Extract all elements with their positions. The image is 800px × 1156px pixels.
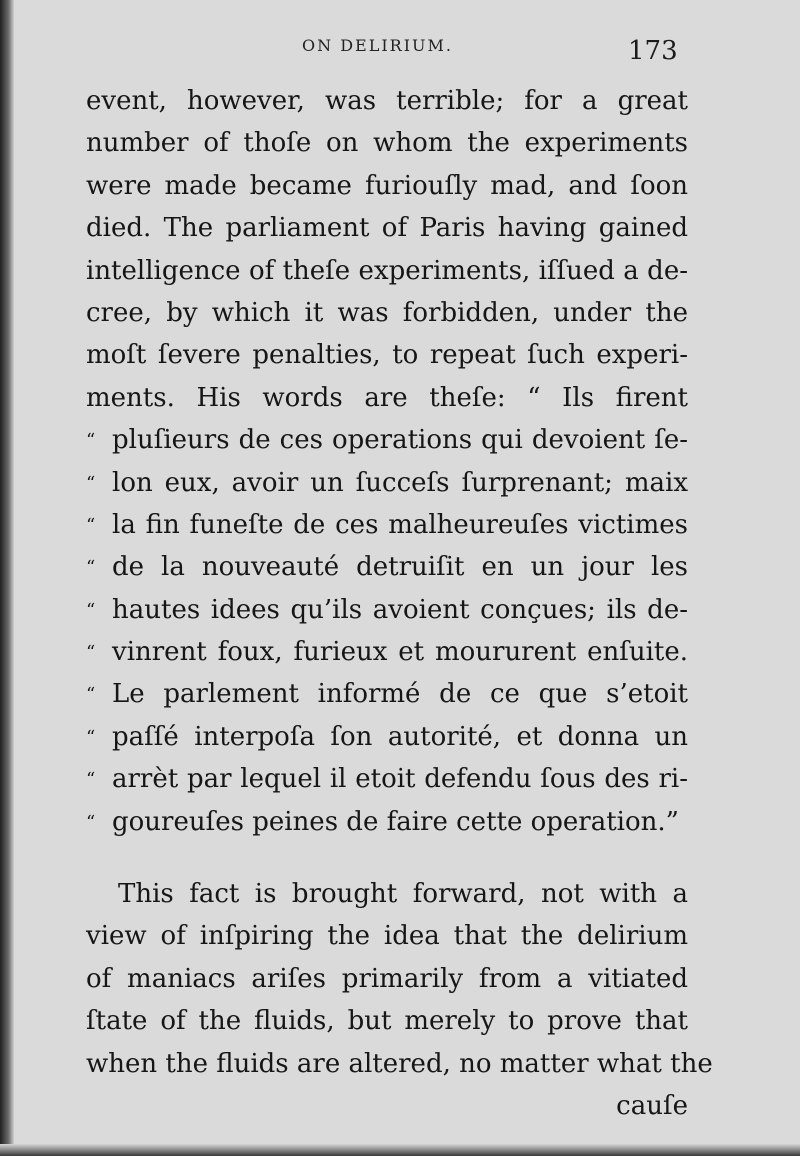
- quoted-line: [86, 801, 688, 843]
- quoted-text: arrèt par lequel il etoit defendu ſous des ri-: [112, 764, 688, 795]
- quote-mark: “: [86, 684, 96, 706]
- page-bottom-shade: [0, 1144, 800, 1156]
- quoted-line: [86, 419, 688, 461]
- quoted-line: [86, 758, 688, 800]
- text-line: of maniacs ariſes primarily from a vitiated: [86, 963, 688, 994]
- text-line: event, however, was terrible; for a great: [86, 86, 688, 116]
- text-line: died. The parliament of Paris having gained: [86, 213, 688, 244]
- quoted-line: [86, 504, 688, 546]
- text-line: view of inſpiring the idea that the delirium: [86, 921, 688, 952]
- quoted-text: goureuſes peines de faire cette operation.”: [112, 806, 679, 837]
- quote-mark: “: [86, 642, 96, 664]
- text-line: number of thoſe on whom the experiments: [86, 128, 688, 159]
- quote-mark: “: [86, 769, 96, 791]
- text-line: were made became furiouſly mad, and ſoon: [86, 170, 688, 201]
- text-line: cree, by which it was forbidden, under the: [86, 297, 688, 328]
- catchword: cauſe: [616, 1090, 688, 1121]
- body-text: [86, 80, 713, 1127]
- text-line: ments. His words are theſe: “ Ils firent: [86, 382, 688, 413]
- text-line: This fact is brought forward, not with a: [118, 879, 688, 910]
- paragraph-2: [86, 873, 713, 1127]
- text-line: moſt ſevere penalties, to repeat ſuch experi-: [86, 340, 688, 371]
- quoted-text: de la nouveauté detruiſit en un jour les: [112, 552, 688, 583]
- quoted-line: [86, 631, 688, 673]
- quoted-text: pluſieurs de ces operations qui devoient ſe-: [112, 425, 688, 456]
- quote-mark: “: [86, 726, 96, 748]
- gutter-shadow: [0, 0, 14, 1156]
- quoted-text: Le parlement informé de ce que s’etoit: [112, 679, 688, 710]
- quote-mark: “: [86, 472, 96, 494]
- quoted-line: [86, 673, 688, 715]
- quote-mark: “: [86, 514, 96, 536]
- quoted-text: la fin funeſte de ces malheureuſes victimes: [112, 509, 688, 540]
- quoted-text: paſſé interpoſa ſon autorité, et donna un: [112, 721, 688, 752]
- quote-mark: “: [86, 811, 96, 833]
- text-line: intelligence of theſe experiments, iſſued a de-: [86, 255, 688, 286]
- paragraph-gap: [86, 843, 688, 873]
- quoted-line: [86, 462, 688, 504]
- quoted-text: hautes idees qu’ils avoient conçues; ils de-: [112, 594, 688, 625]
- quoted-line: [86, 589, 688, 631]
- quote-mark: “: [86, 599, 96, 621]
- quoted-text: lon eux, avoir un ſuccеſs ſurprenant; maix: [112, 467, 688, 498]
- running-head: ON DELIRIUM.: [302, 36, 453, 55]
- quote-mark: “: [86, 430, 96, 452]
- quote-mark: “: [86, 557, 96, 579]
- quoted-line: [86, 546, 688, 588]
- paragraph-1: [86, 80, 688, 843]
- quoted-text: vinrent foux, furieux et moururent enſuite.: [112, 637, 688, 668]
- text-line: when the fluids are altered, no matter what the: [86, 1048, 713, 1079]
- quoted-line: [86, 716, 688, 758]
- page-number: 173: [628, 36, 678, 66]
- text-line: ſtate of the fluids, but merely to prove that: [86, 1006, 688, 1037]
